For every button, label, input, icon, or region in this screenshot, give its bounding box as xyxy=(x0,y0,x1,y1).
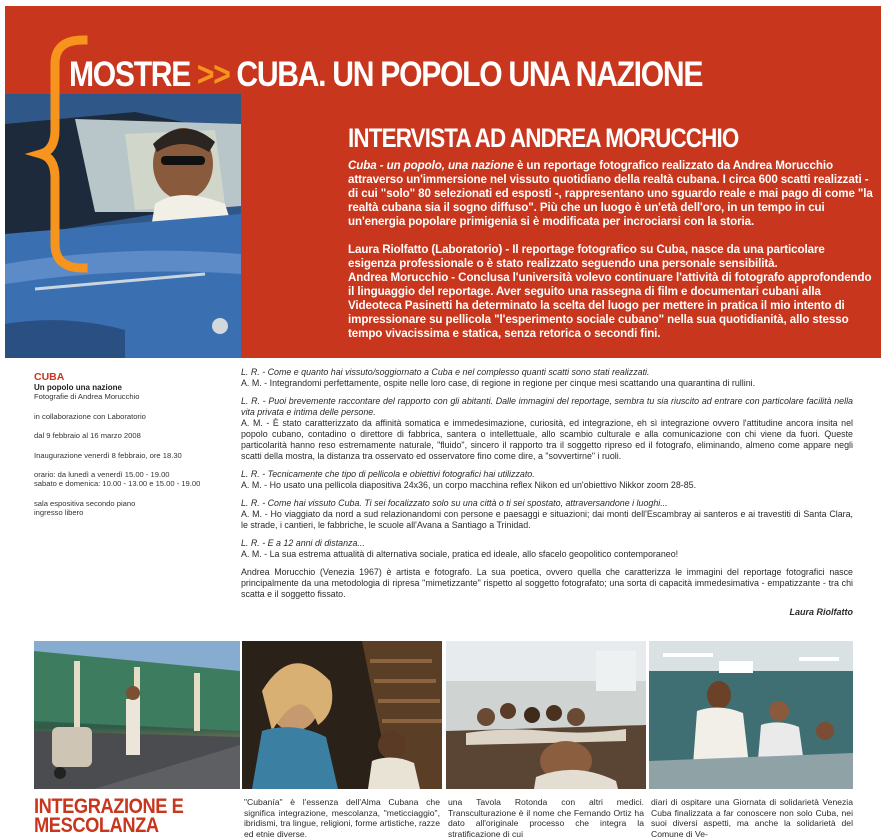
answer: A. M. - La sua estrema attualità di alternativa sociale, pratica ed ideale, allo sfacelo geopolitico contemporaneo! xyxy=(241,549,679,559)
question: L. R. - Come hai vissuto Cuba. Ti sei focalizzato solo su una città o ti sei spostato, attraversandone i luoghi... xyxy=(241,498,668,508)
question: L. R. - E a 12 anni di distanza... xyxy=(241,538,365,548)
interview-title: INTERVISTA AD ANDREA MORUCCHIO xyxy=(348,123,739,153)
photo-barber-illustration xyxy=(649,641,853,789)
interview-body xyxy=(241,367,853,618)
info-opening: Inaugurazione venerdì 8 febbraio, ore 18.30 xyxy=(34,450,182,460)
interview-intro xyxy=(348,159,874,341)
section-heading-integrazione: INTEGRAZIONE E MESCOLANZA xyxy=(34,794,184,837)
exhibition-title: CUBA. UN POPOLO UNA NAZIONE xyxy=(236,55,703,94)
info-entry: ingresso libero xyxy=(34,508,84,518)
qa-block xyxy=(241,498,853,531)
qa-block xyxy=(241,367,853,389)
info-hours-weekday: orario: da lunedì a venerdì 15.00 - 19.00 xyxy=(34,470,170,480)
title-arrows: >> xyxy=(196,55,230,94)
info-subtitle: Un popolo una nazione xyxy=(34,383,122,392)
page-title xyxy=(69,51,757,99)
section-label: MOSTRE xyxy=(69,55,191,94)
info-title: CUBA xyxy=(34,371,65,383)
photo-round-table xyxy=(446,641,646,789)
info-venue: sala espositiva secondo piano xyxy=(34,498,136,508)
answer: A. M. - È stato caratterizzato da affinità somatica e immedesimazione, curiosità, ed integrazione, eh sì integrazione ovvero l'attitudine ancora insita nel popolo cubano, contadino o direttore di fabbrica, santera o intellettuale, allo scambio culturale e alla comunicazione con chi viene da fuori. Queste particolarità hanno reso estremamente naturale, "fluido", sincero il rapporto tra il soggetto ripreso ed il fotografo, eliminando, almeno come appare negli scatti della mostra, la distanza tra osservato ed osservatore fino come dire, a "sovvertirne" i ruoli. xyxy=(241,418,853,461)
bottom-column-3: diari di ospitare una Giornata di solidarietà Venezia Cuba finalizzata a far conoscere non solo Cuba, nei suoi diversi aspetti, ma anche la solidarietà del Comune di Ve- xyxy=(651,797,853,839)
lr-intro: Laura Riolfatto (Laboratorio) - Il reportage fotografico su Cuba, nasce da una particolare esigenza professionale o è stato realizzato seguendo una personale sensibilità. xyxy=(348,243,825,270)
intro-paragraph xyxy=(348,159,874,229)
question: L. R. - Puoi brevemente raccontare del rapporto con gli abitanti. Dalle immagini del reportage, sembra tu sia riuscito ad entrare con particolare facilità nella vita privata e intima delle persone. xyxy=(241,396,853,417)
photo-santera xyxy=(242,641,442,789)
info-hours-weekend: sabato e domenica: 10.00 - 13.00 e 15.00 - 19.00 xyxy=(34,479,201,489)
info-dates: dal 9 febbraio al 16 marzo 2008 xyxy=(34,431,141,441)
signature: Laura Riolfatto xyxy=(789,607,853,617)
photo-santera-illustration xyxy=(242,641,442,789)
photo-table-illustration xyxy=(446,641,646,789)
hero-banner xyxy=(5,6,881,358)
intro-rest: è un reportage fotografico realizzato da Andrea Morucchio attraverso un'immersione nel vissuto quotidiano della realtà cubana. I circa 600 scatti realizzati - di cui "solo" 80 selezionati ed esposti -, rappresentano uno sguardo reale e mai pago di come "la realtà cubana sia il sogno diffuso". Più che un luogo è un'età dell'oro, in un tempo in cui un'energia popolare primigenia si è modificata per incrociarsi con la storia. xyxy=(348,159,873,228)
bio-paragraph: Andrea Morucchio (Venezia 1967) è artista e fotografo. La sua poetica, ovvero quella che caratterizza le immagini del reportage fotografici nasce principalmente da una metodologia di ripresa "mimetizzante" rispetto al soggetto fotografato; una sorta di capacità immedesimativa - empatizzante - tra chi scatta e il soggetto fissato. xyxy=(241,567,853,599)
info-author: Fotografie di Andrea Morucchio xyxy=(34,392,140,402)
info-collab: in collaborazione con Laboratorio xyxy=(34,411,146,421)
exhibition-info xyxy=(34,371,224,518)
intro-italic: Cuba - un popolo, una nazione xyxy=(348,159,514,172)
interview-dialog xyxy=(348,243,874,341)
am-intro: Andrea Morucchio - Conclusa l'università volevo continuare l'attività di fotografo approfondendo il linguaggio del reportage. Aver seguito una rassegna di film e documentari cubani alla Videoteca Pasinetti ha determinato la scelta del luogo per mettere in pratica il mio intento di impressionare su pellicola "l'esperimento sociale cubano" nella sua quotidianità, allo stesso tempo vivacissima e statica, senza retorica o secondi fini. xyxy=(348,271,872,340)
photo-street-cart xyxy=(34,641,240,789)
answer: A. M. - Ho viaggiato da nord a sud relazionandomi con persone e paesaggi e situazioni; dai monti dell'Escambray ai santeros e ai travestiti di Santa Clara, le strade, i cantieri, le fabbriche, le scuole all'Avana a Santiago a Trinidad. xyxy=(241,509,853,530)
question: L. R. - Tecnicamente che tipo di pellicola e obiettivi fotografici hai utilizzato. xyxy=(241,469,535,479)
photo-street-illustration xyxy=(34,641,240,789)
answer: A. M. - Ho usato una pellicola diapositiva 24x36, un corpo macchina reflex Nikon ed un'obiettivo Nikkor zoom 28-85. xyxy=(241,480,697,490)
qa-block xyxy=(241,396,853,462)
bottom-column-2: una Tavola Rotonda con altri medici. Transculturazione è il nome che Fernando Ortiz ha dato all'originale processo che integra la stratificazione di cui xyxy=(448,797,644,839)
qa-block xyxy=(241,538,853,560)
photo-barber-shop xyxy=(649,641,853,789)
question: L. R. - Come e quanto hai vissuto/soggiornato a Cuba e nel complesso quanti scatti sono stati realizzati. xyxy=(241,367,650,377)
qa-block xyxy=(241,469,853,491)
answer: A. M. - Integrandomi perfettamente, ospite nelle loro case, di regione in regione per cinque mesi scattando una quarantina di rullini. xyxy=(241,378,756,388)
bottom-column-1: "Cubanía" è l'essenza dell'Alma Cubana che significa integrazione, mescolanza, "meticciaggio", ibridismi, tra lingue, religioni, forme artistiche, razze ed etnie diverse. xyxy=(244,797,440,839)
